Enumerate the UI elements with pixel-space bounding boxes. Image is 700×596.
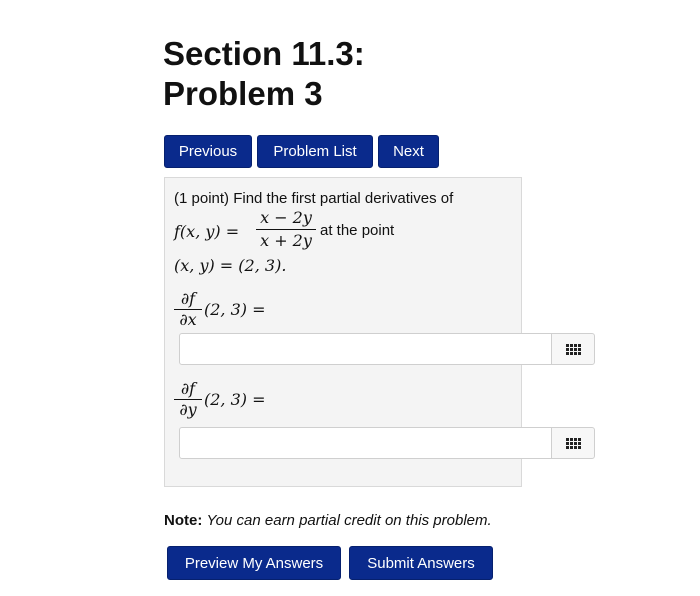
previous-button[interactable]: Previous [164,135,252,168]
partial-x-fraction [174,290,202,329]
equation-editor-button-2[interactable] [551,427,595,459]
page-title-line-2: Problem 3 [163,75,323,112]
at-point-text: at the point [320,222,395,239]
fraction-numerator: x − 2y [260,208,312,227]
equation-editor-grid-icon [566,344,581,355]
equation-editor-button-1[interactable] [551,333,595,365]
function-fraction [256,208,316,251]
partial-x-numerator: ∂f [180,289,196,308]
partial-x-evaluation: (2, 3) = [204,300,266,319]
partial-y-fraction [174,380,202,419]
partial-x-denominator: ∂x [179,310,197,329]
partial-y-numerator: ∂f [180,379,196,398]
problem-list-button[interactable]: Problem List [257,135,373,168]
equation-editor-grid-icon [566,438,581,449]
answer-input-partial-y[interactable] [179,427,552,459]
preview-answers-button[interactable]: Preview My Answers [167,546,341,580]
fraction-bar [256,229,316,230]
function-lhs: f(x, y) = [174,222,240,241]
note-label: Note: [164,512,203,529]
problem-statement: (1 point) Find the first partial derivatives of [174,190,454,207]
partial-y-evaluation: (2, 3) = [204,390,266,409]
page-title [163,34,365,114]
note-text: You can earn partial credit on this problem. [206,512,492,529]
fraction-denominator: x + 2y [260,231,312,250]
submit-answers-button[interactable]: Submit Answers [349,546,493,580]
page-title-line-1: Section 11.3: [163,35,365,72]
point-text: (x, y) = (2, 3). [174,256,287,275]
next-button[interactable]: Next [378,135,439,168]
partial-x-label [174,290,266,329]
partial-y-denominator: ∂y [179,400,197,419]
answer-input-partial-x[interactable] [179,333,552,365]
partial-credit-note [164,512,492,529]
partial-y-label [174,380,266,419]
